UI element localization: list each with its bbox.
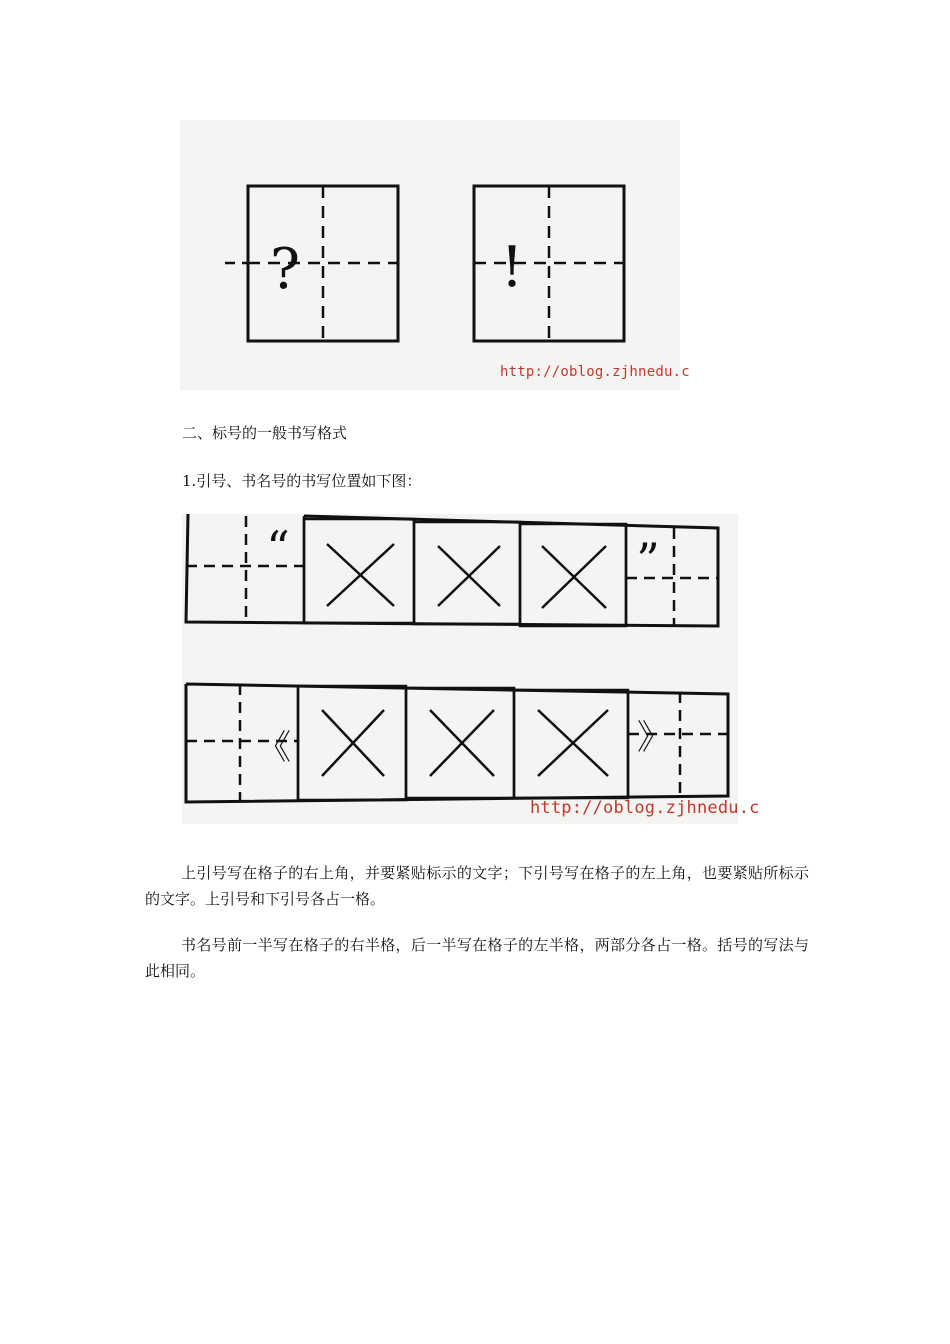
punctuation-grid-figure-2: [182, 514, 738, 824]
grid-figure-2-svg: [182, 514, 738, 824]
section-heading: 二、标号的一般书写格式: [182, 424, 348, 442]
grid-figure-1-svg: [180, 120, 680, 390]
list-item-1: 1.引号、书名号的书写位置如下图：: [182, 472, 422, 490]
paragraph-quotation-rules: 上引号写在格子的右上角，并要紧贴标示的文字；下引号写在格子的左上角，也要紧贴所标示的文字。上引号和下引号各占一格。: [145, 864, 809, 908]
close-book-title-mark: 》: [637, 718, 671, 758]
close-quotation-mark: ”: [636, 533, 660, 587]
open-book-title-mark: 《: [257, 728, 291, 768]
exclamation-mark-symbol: !: [500, 235, 524, 300]
question-mark-symbol: ?: [269, 237, 301, 302]
paragraph-book-title-rules: 书名号前一半写在格子的右半格，后一半写在格子的左半格，两部分各占一格。括号的写法与此相同。: [145, 936, 809, 980]
watermark-figure-2: http://oblog.zjhnedu.c: [530, 798, 760, 818]
watermark-figure-1: http://oblog.zjhnedu.c: [500, 364, 690, 380]
open-quotation-mark: “: [266, 521, 290, 575]
punctuation-grid-figure-1: [180, 120, 680, 390]
